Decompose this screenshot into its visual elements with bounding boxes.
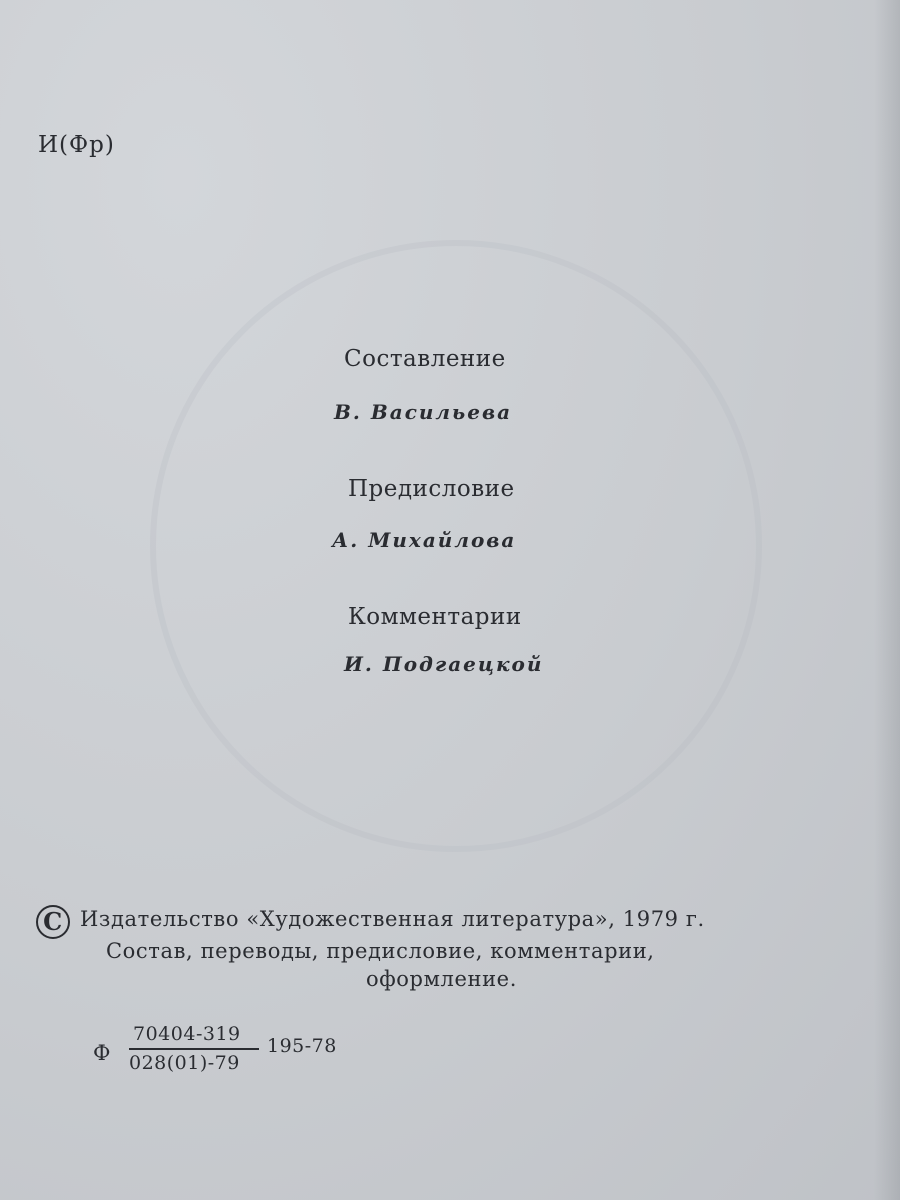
- page-edge-shadow: [874, 0, 900, 1200]
- credit-person-foreword: А. Михайлова: [332, 528, 517, 552]
- credit-role-compilation: Составление: [344, 346, 506, 372]
- copyright-line-2: Состав, переводы, предисловие, комментарии,: [106, 939, 655, 963]
- index-denominator: 028(01)-79: [129, 1052, 240, 1074]
- copyright-symbol: С: [36, 905, 70, 939]
- classification-mark: И(Фр): [38, 132, 115, 158]
- index-letter: Ф: [93, 1041, 111, 1065]
- credit-person-compilation: В. Васильева: [334, 400, 513, 424]
- index-numerator: 70404-319: [133, 1023, 241, 1045]
- fraction-bar: [129, 1048, 259, 1050]
- copyright-line-1: Издательство «Художественная литература», 1979 г.: [80, 907, 705, 931]
- copyright-line-3: оформление.: [366, 967, 517, 991]
- index-suffix: 195-78: [267, 1035, 337, 1057]
- credit-person-commentary: И. Подгаецкой: [344, 652, 544, 676]
- credit-role-commentary: Комментарии: [348, 604, 522, 630]
- credit-role-foreword: Предисловие: [348, 476, 515, 502]
